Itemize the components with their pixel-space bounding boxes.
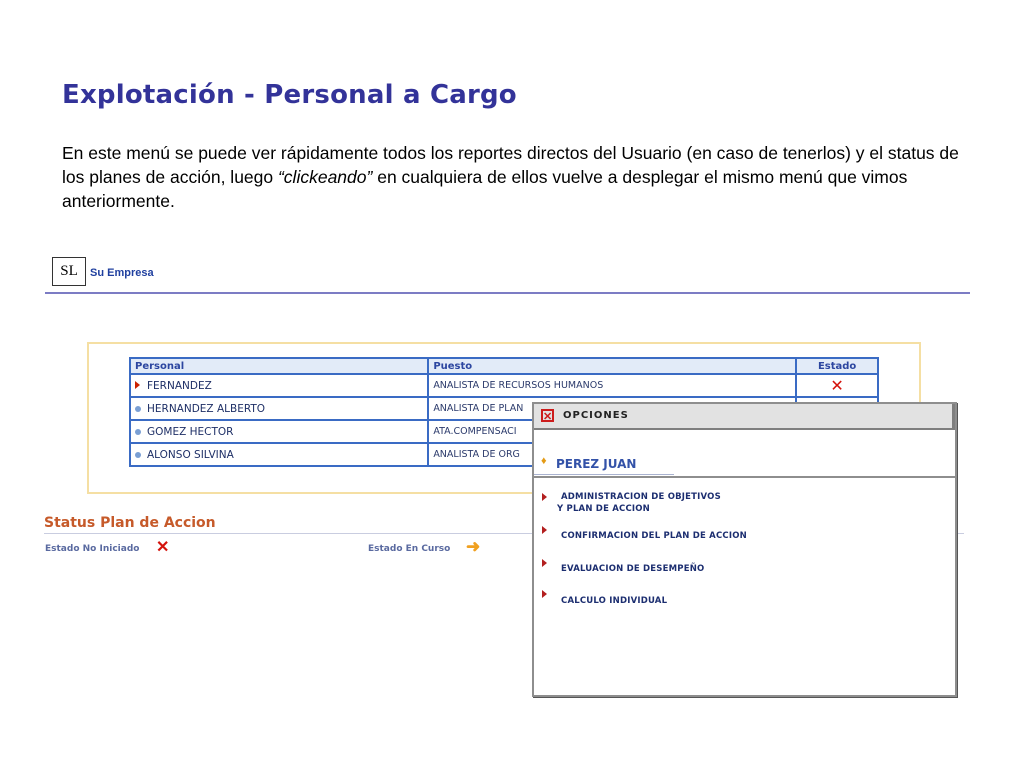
employee-name[interactable]: HERNANDEZ ALBERTO: [147, 402, 266, 415]
table-header-row: [130, 358, 878, 374]
column-header-estado: Estado: [796, 358, 878, 374]
intro-text-1: En este menú se puede ver rápidamente todos los reportes directos del Usuario (en caso de tenerlos) y el status de los planes de acción, luego: [62, 143, 959, 187]
menu-item-label[interactable]: EVALUACION DE DESEMPEÑO: [561, 564, 705, 574]
bullet-icon: [135, 429, 141, 435]
legend-not-started-label: Estado No Iniciado: [45, 544, 140, 554]
menu-item-label[interactable]: CONFIRMACION DEL PLAN DE ACCION: [561, 531, 747, 541]
employee-name[interactable]: ALONSO SILVINA: [147, 448, 234, 461]
intro-text-2: en cualquiera de ellos vuelve a desplegar el mismo menú que vimos anteriormente.: [62, 167, 908, 211]
menu-item-label[interactable]: CALCULO INDIVIDUAL: [561, 596, 668, 606]
employee-status-cell: [796, 374, 878, 397]
bullet-icon: [135, 452, 141, 458]
column-header-personal: Personal: [130, 358, 428, 374]
status-plan-title: Status Plan de Accion: [44, 515, 216, 531]
employee-position: ANALISTA DE ORG: [428, 443, 796, 466]
employee-name[interactable]: GOMEZ HECTOR: [147, 425, 234, 438]
employee-position: ANALISTA DE PLAN: [428, 397, 796, 420]
menu-item-label[interactable]: ADMINISTRACION DE OBJETIVOS: [561, 492, 721, 502]
employee-name-cell[interactable]: [130, 443, 428, 466]
logo-text: SL: [60, 263, 78, 279]
menu-item-label-line2[interactable]: Y PLAN DE ACCION: [557, 504, 650, 514]
header-divider: [45, 292, 970, 294]
popup-header: [534, 404, 955, 430]
menu-divider: [534, 476, 955, 478]
company-name: Su Empresa: [90, 267, 154, 279]
employee-name[interactable]: FERNANDEZ: [147, 379, 212, 392]
popup-title: OPCIONES: [563, 410, 629, 421]
in-progress-arrow-icon: ➜: [466, 537, 481, 556]
person-icon: ♦: [541, 455, 547, 467]
column-header-puesto: Puesto: [428, 358, 796, 374]
selected-person-name: PEREZ JUAN: [556, 457, 637, 471]
intro-paragraph: [62, 141, 967, 213]
menu-arrow-icon: [542, 590, 547, 598]
legend-in-progress-label: Estado En Curso: [368, 544, 451, 554]
menu-arrow-icon: [542, 526, 547, 534]
selected-arrow-icon: [135, 381, 140, 389]
not-started-icon: ✕: [830, 375, 844, 395]
slide-title: Explotación - Personal a Cargo: [62, 80, 517, 110]
person-underline: [534, 474, 674, 475]
employee-name-cell[interactable]: [130, 397, 428, 420]
intro-emphasis: “clickeando”: [277, 167, 373, 187]
menu-arrow-icon: [542, 559, 547, 567]
table-row[interactable]: [130, 374, 878, 397]
employee-name-cell[interactable]: [130, 420, 428, 443]
employee-position: ANALISTA DE RECURSOS HUMANOS: [428, 374, 796, 397]
employee-position: ATA.COMPENSACI: [428, 420, 796, 443]
menu-arrow-icon: [542, 493, 547, 501]
close-icon[interactable]: ✕: [543, 411, 553, 423]
not-started-icon: ✕: [156, 539, 170, 556]
options-popup: [532, 402, 957, 697]
employee-name-cell[interactable]: [130, 374, 428, 397]
bullet-icon: [135, 406, 141, 412]
company-logo: [52, 257, 86, 286]
